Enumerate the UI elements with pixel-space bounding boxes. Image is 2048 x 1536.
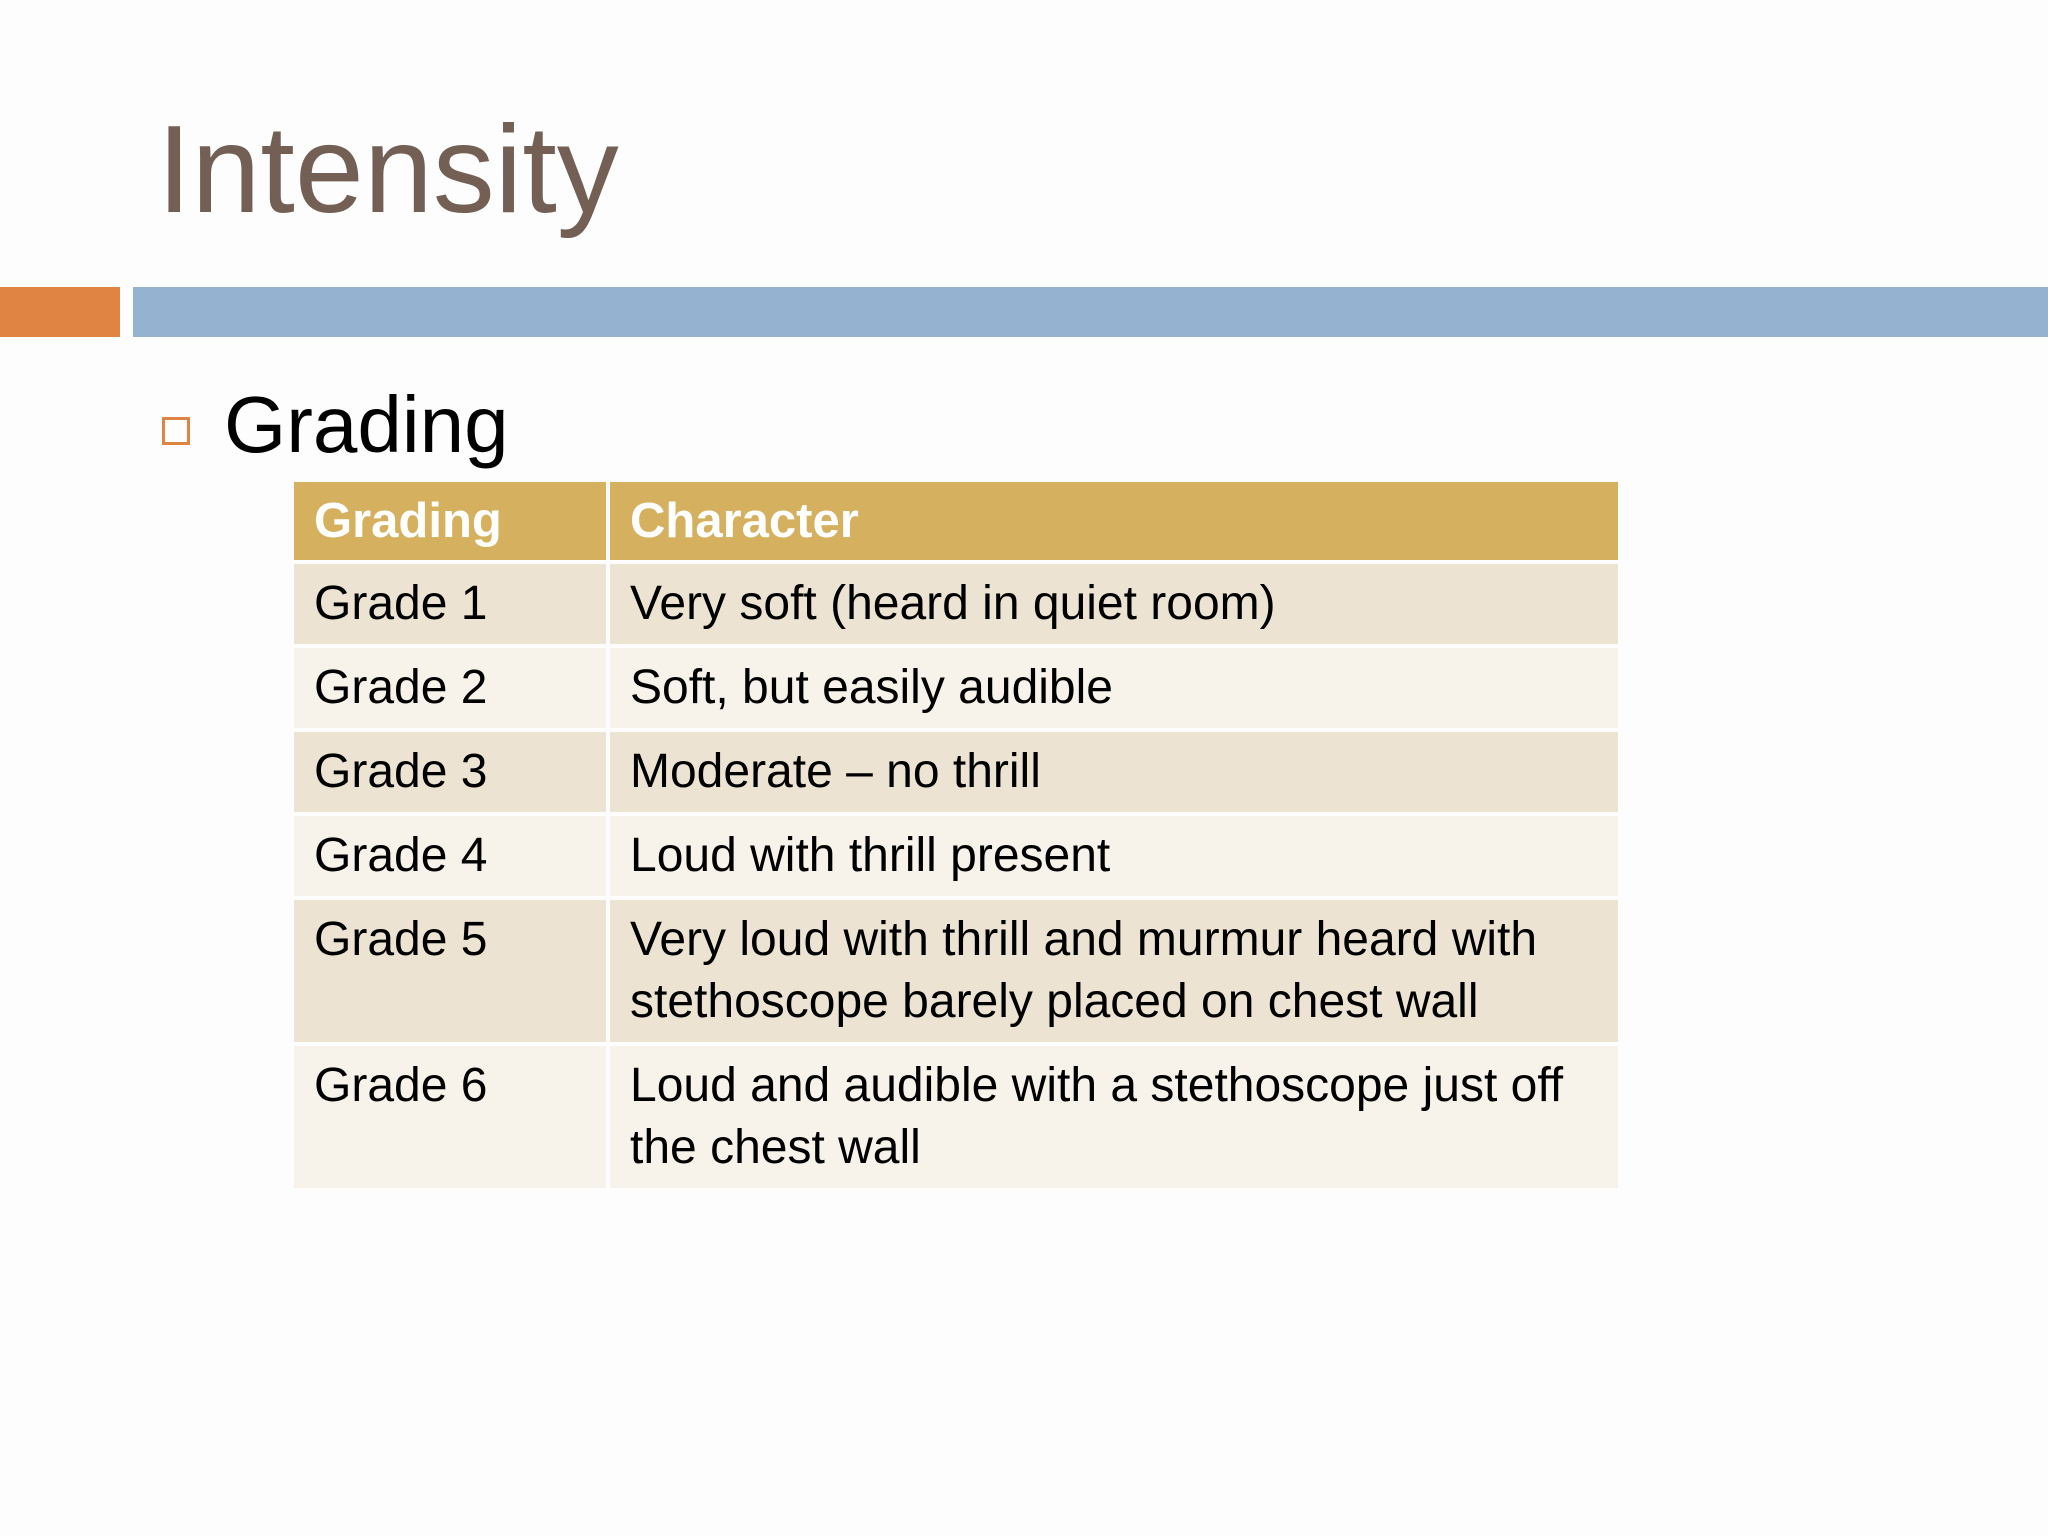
grade-cell: Grade 1 (294, 564, 606, 644)
table-row (294, 1046, 1618, 1188)
grade-cell: Grade 6 (294, 1046, 606, 1188)
accent-bar-blue (133, 287, 2048, 337)
character-cell: Moderate – no thrill (610, 732, 1618, 812)
character-cell: Soft, but easily audible (610, 648, 1618, 728)
character-cell: Very soft (heard in quiet room) (610, 564, 1618, 644)
table-row (294, 732, 1618, 812)
bullet-item (162, 375, 509, 475)
table-row (294, 900, 1618, 1042)
grade-cell: Grade 3 (294, 732, 606, 812)
character-cell: Very loud with thrill and murmur heard with stethoscope barely placed on chest wall (610, 900, 1618, 1042)
grading-table (290, 478, 1622, 1192)
slide-title: Intensity (157, 101, 619, 239)
header-grading: Grading (294, 482, 606, 560)
square-bullet-icon (162, 417, 190, 445)
grade-cell: Grade 4 (294, 816, 606, 896)
table-row (294, 816, 1618, 896)
table-header-row (294, 482, 1618, 560)
accent-bar-orange (0, 287, 120, 337)
header-character: Character (610, 482, 1618, 560)
character-cell: Loud and audible with a stethoscope just off the chest wall (610, 1046, 1618, 1188)
bullet-text: Grading (224, 380, 509, 469)
table-row (294, 564, 1618, 644)
character-cell: Loud with thrill present (610, 816, 1618, 896)
grade-cell: Grade 5 (294, 900, 606, 1042)
table-row (294, 648, 1618, 728)
grade-cell: Grade 2 (294, 648, 606, 728)
